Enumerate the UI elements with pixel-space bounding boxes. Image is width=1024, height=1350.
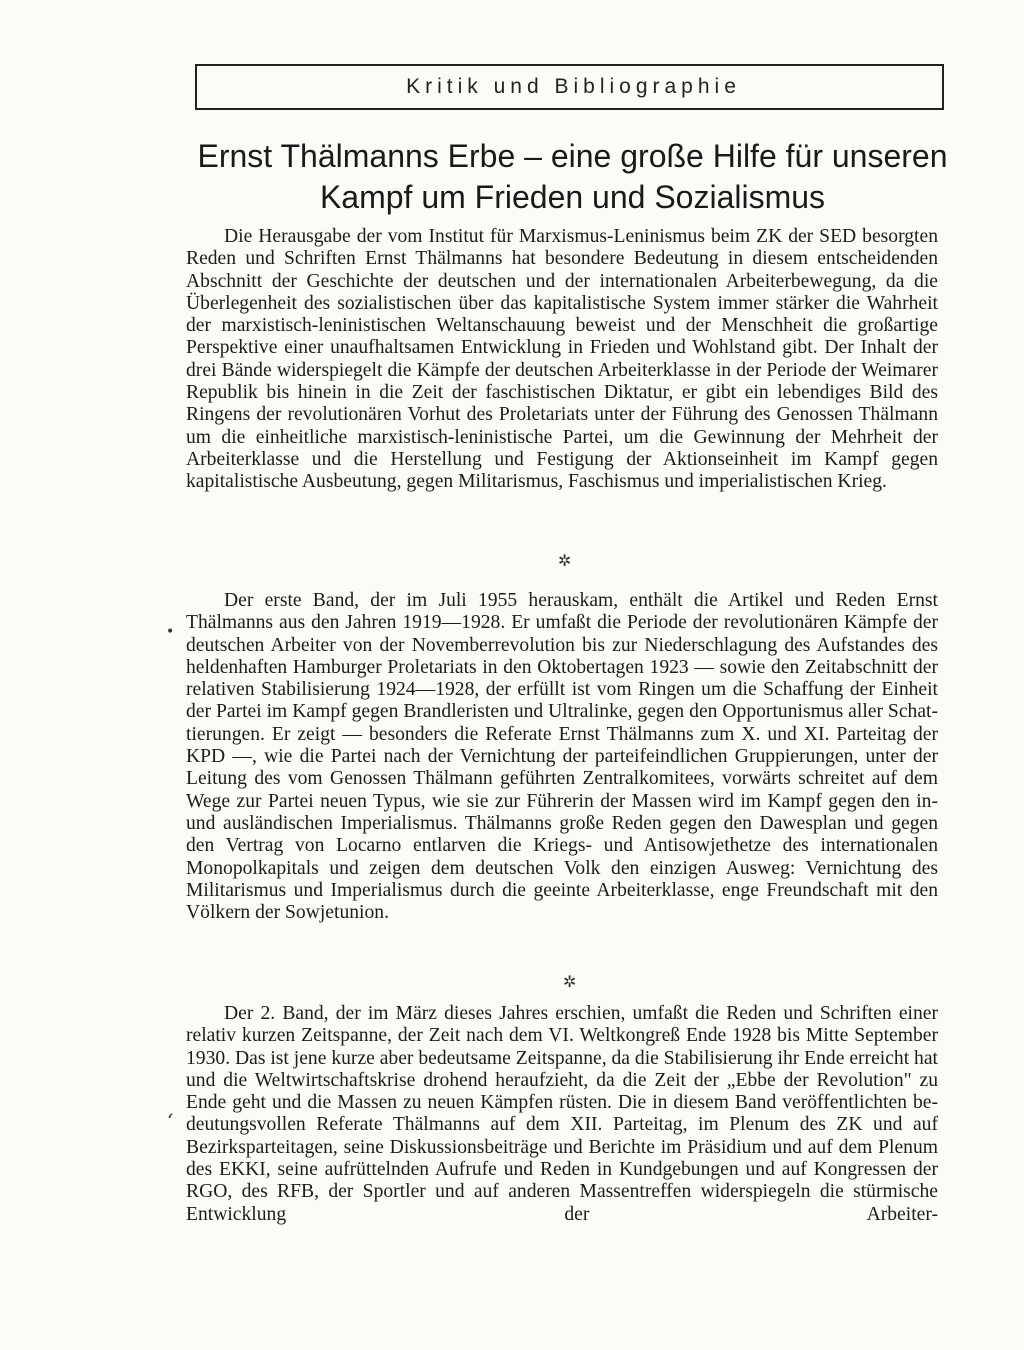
margin-dot-mark: • [166, 624, 175, 640]
paragraph-3: Der 2. Band, der im März dieses Jahres erschien, umfaßt die Reden und Schriften einer relativ kurzen Zeitspanne, der Zeit nach dem VI. Weltkongreß Ende 1928 bis Mitte September 1930. Das ist jene kurze aber bedeutsame Zeitspanne, da die Stabilisierung ihr Ende erreicht hat und die Weltwirtschaftskrise drohend heraufzieht, da die Zeit der „Ebbe der Revolution" zu Ende geht und die Massen zu neuen Kämpfen rüsten. Die in diesem Band veröffentlichten bedeutungsvollen Referate Thälmanns auf dem XII. Parteitag, im Plenum des ZK und auf Bezirksparteitagen, seine Diskussionsbeiträge und Berichte im Präsidium und auf dem Plenum des EKKI, seine aufrüttelnden Aufrufe und Reden in Kundgebungen und auf Kongressen der RGO, des RFB, der Sportler und auf anderen Massentreffen widerspiegeln die stürmische Entwicklung der Arbeiter- [186, 1003, 938, 1225]
paragraph-3-block [186, 1003, 938, 1226]
section-header-box [195, 64, 944, 110]
paragraph-1: Die Herausgabe der vom Institut für Marxismus-Leninismus beim ZK der SED besorgten Reden und Schriften Ernst Thälmanns hat besondere Bedeutung in diesem entscheidenden Abschnitt der Geschichte der deutschen und der internationalen Arbeiterbewegung, da die Überlegenheit des sozialistischen über das kapitalistische System immer stärker die Wahrheit der marxistisch-leninistischen Weltanschauung beweist und der Menschheit die großartige Perspektive einer unaufhaltsamen Entwicklung in Frieden und Wohlstand gibt. Der Inhalt der drei Bände widerspiegelt die Kämpfe der deutschen Arbeiterklasse in der Periode der Weimarer Republik bis hinein in die Zeit der faschistischen Diktatur, er gibt ein lebendiges Bild des Ringens der revolutionären Vorhut des Proletariats unter der Führung des Genossen Thälmann um die einheitliche marxistisch-leninistische Partei, um die Gewinnung der Mehrheit der Arbeiterklasse und die Herstellung und Festigung der Aktionseinheit im Kampf gegen kapitalistische Ausbeutung, gegen Militarismus, Faschismus und imperialistischen Krieg. [186, 226, 938, 493]
paragraph-2-block [186, 590, 938, 924]
section-label: Kritik und Bibliographie [406, 75, 741, 98]
section-separator-star-1: ✲ [558, 551, 572, 570]
article-title [185, 136, 960, 218]
article-title-line-2: Kampf um Frieden und Sozialismus [319, 179, 826, 215]
section-separator-star-2: ✲ [563, 972, 577, 991]
paragraph-1-block [186, 226, 938, 494]
paragraph-2: Der erste Band, der im Juli 1955 herauskam, enthält die Artikel und Reden Ernst Thälmanns aus den Jahren 1919—1928. Er umfaßt die Periode der revolutionären Kämpfe der deutschen Arbeiter von der Novemberrevolution bis zur Niederschlagung des Aufstandes des heldenhaften Hamburger Proletariats in den Oktobertagen 1923 — sowie den Zeitabschnitt der relativen Stabilisierung 1924—1928, der erfüllt ist vom Ringen um die Schaffung der Einheit der Partei im Kampf gegen Brandleristen und Ultralinke, gegen den Opportunismus aller Schattierungen. Er zeigt — besonders die Referate Ernst Thälmanns zum X. und XI. Parteitag der KPD —, wie die Partei nach der Vernichtung der parteifeindlichen Gruppierungen, unter der Leitung des vom Genossen Thälmann geführten Zentralkomitees, vorwärts schreitet auf dem Wege zur Partei neuen Typus, wie sie zur Führerin der Massen wird im Kampf gegen den in- und ausländischen Imperialismus. Thälmanns große Reden gegen den Dawesplan und gegen den Vertrag von Locarno entlarven die Kriegs- und Antisowjethetze des internationalen Monopolkapitals und zeigen dem deutschen Volk den einzigen Ausweg: Vernichtung des Militarismus und Imperialismus durch die geeinte Arbeiterklasse, enge Freundschaft mit den Völkern der Sowjetunion. [186, 590, 938, 924]
article-title-line-1: Ernst Thälmanns Erbe – eine große Hilfe für unseren [197, 138, 948, 174]
margin-tick-mark: ʻ [167, 1109, 174, 1133]
